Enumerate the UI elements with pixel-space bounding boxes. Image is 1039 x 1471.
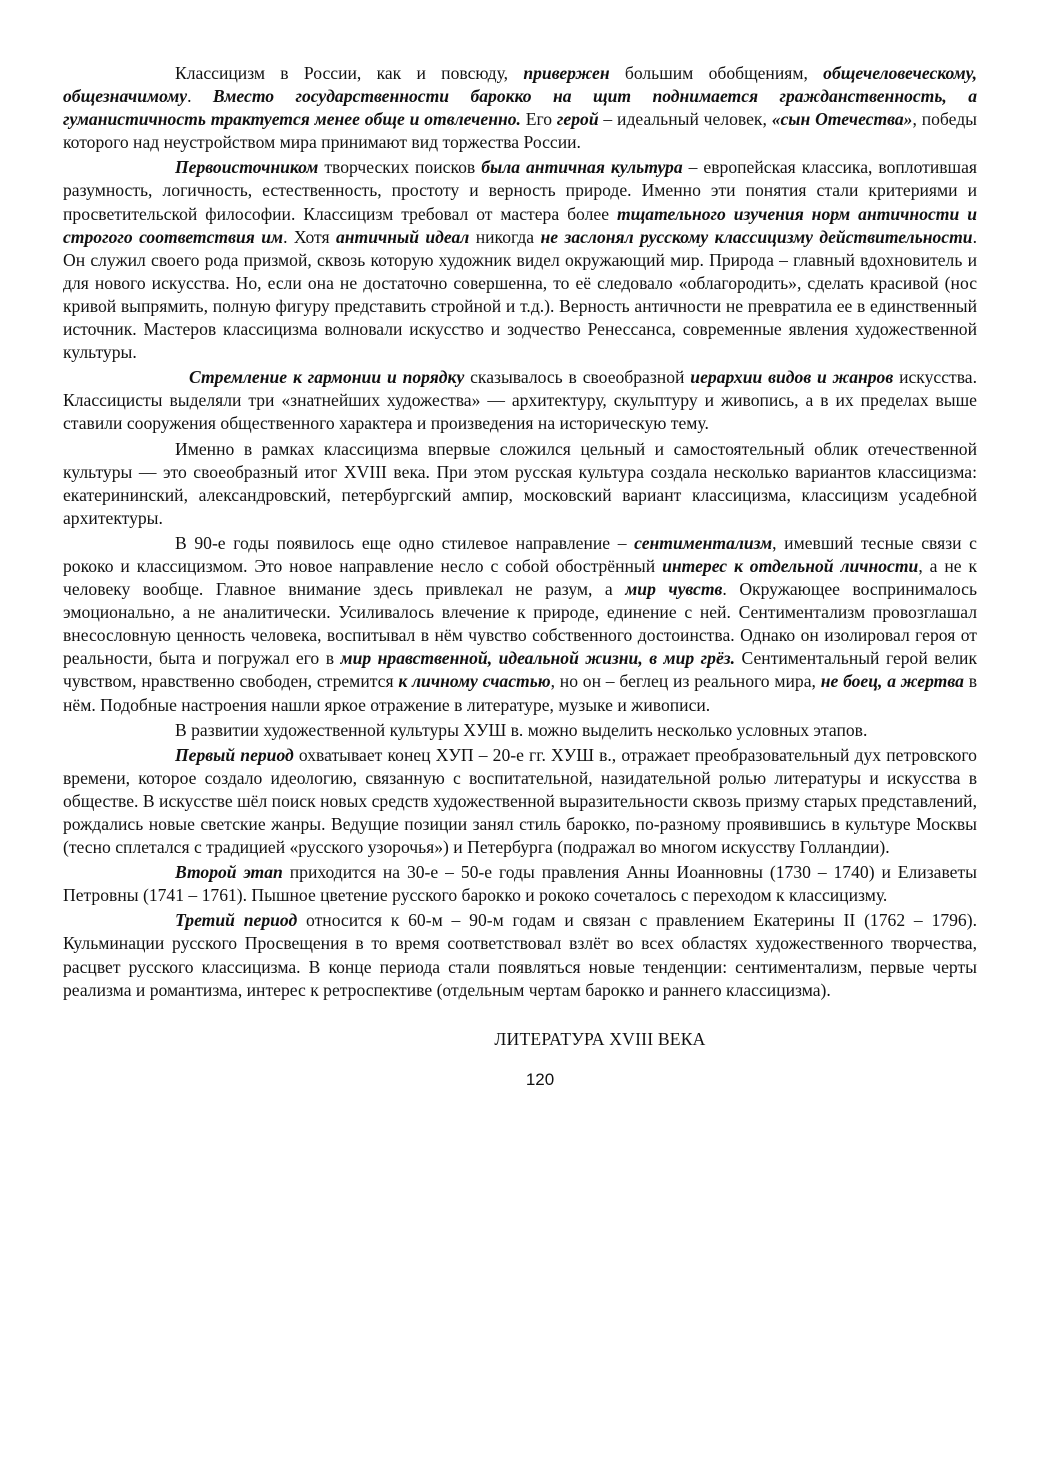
emphasized-text: Второй этап bbox=[175, 862, 283, 883]
emphasized-text: Вместо государственности барокко на щит поднимается гражданственность, а гуманистичность трактуется менее обще и отвлеченно. bbox=[63, 86, 977, 130]
emphasized-text: сентиментализм bbox=[634, 532, 773, 553]
text-run: сказывалось в своеобразной bbox=[464, 367, 691, 388]
text-run: – европейская классика, воплотившая разумность, логичность, естественность, простоту и верность природе. Именно эти понятия стали критериями и просветительской философии. Классицизм требовал от мастера более bbox=[63, 157, 978, 224]
text-run: искусства. Классицисты выделяли три «знатнейших художества» — архитектуру, скульптуру и живопись, а в их пределах выше ставили сооружения общественного характера и произведения на историческую тему. bbox=[63, 367, 977, 434]
text-run: охватывает конец ХУП – 20-е гг. ХУШ в., отражает преобразовательный дух петровского времени, которое создало идеологию, связанную с воспитательной, назидательной ролью литературы и искусства в обществе. В искусстве шёл поиск новых средств художественной выразительности сквозь призму старых представлений, рождались новые светские жанры. Ведущие позиции занял стиль барокко, по-разному проявившись в культуре Москвы (тесно сплетался с традицией «русского узорочья») и Петербурга (подражал во многом искусству Голландии). bbox=[63, 744, 977, 858]
body-text bbox=[63, 62, 977, 1002]
paragraph bbox=[63, 156, 977, 364]
text-run: . bbox=[187, 86, 213, 107]
page-number: 120 bbox=[525, 1069, 555, 1089]
text-run: В 90-е годы появилось еще одно стилевое направление – bbox=[175, 532, 635, 553]
text-run: Именно в рамках классицизма впервые сложился цельный и самостоятельный облик отечественной культуры — это своеобразный итог XVIII века. При этом русская культура создала несколько вариантов классицизма: екатерининский, александровский, петербургский ампир, московский вариант классицизма, классицизм усадебной архитектуры. bbox=[63, 438, 977, 528]
paragraph bbox=[63, 861, 977, 907]
text-run: . Окружающее воспринималось эмоционально, а не аналитически. Усиливалось влечение к природе, единение с ней. Сентиментализм провозглашал внесословную ценность человека, воспитывал в нём чувство собственного достоинства. Однако он изолировал героя от реальности, быта и погружал его в bbox=[63, 579, 977, 669]
emphasized-text: античный идеал bbox=[335, 226, 470, 247]
emphasized-text: «сын Отечества» bbox=[771, 109, 913, 130]
emphasized-text: герой bbox=[556, 109, 599, 130]
emphasized-text: Третий период bbox=[175, 910, 298, 931]
emphasized-text: была античная культура bbox=[481, 157, 683, 178]
text-run: В развитии художественной культуры ХУШ в. можно выделить несколько условных этапов. bbox=[175, 719, 868, 740]
text-run: . Он служил своего рода призмой, сквозь которую художник видел окружающий мир. Природа – главный вдохновитель и для нового искусства. Но, если она не достаточно совершенна, то её следовало «облагородить», сделать красивой (нос кривой выпрямить, полную фигуру представить стройной и т.д.). Верность античности не превратила ее в единственный источник. Мастеров классицизма волновали искусство и зодчество Ренессанса, современные явления художественной культуры. bbox=[63, 226, 977, 363]
text-run: приходится на 30-е – 50-е годы правления Анны Иоанновны (1730 – 1740) и Елизаветы Петровны (1741 – 1761). Пышное цветение русского барокко и рококо сочеталось с переходом к классицизму. bbox=[63, 862, 977, 906]
emphasized-text: Стремление к гармонии и порядку bbox=[189, 367, 465, 388]
text-run: , а не к человеку вообще. Главное внимание здесь привлекал не разум, а bbox=[63, 555, 978, 600]
text-run: Сентиментальный герой велик чувством, нравственно свободен, стремится bbox=[63, 648, 977, 692]
emphasized-text: не боец, а жертва bbox=[820, 671, 964, 692]
text-run: . Хотя bbox=[283, 226, 336, 247]
emphasized-text: интерес к отдельной личности bbox=[662, 555, 919, 576]
text-run: большим обобщениям, bbox=[609, 63, 824, 83]
paragraph bbox=[63, 719, 977, 742]
emphasized-text: общечеловеческому, общезначимому bbox=[63, 63, 978, 107]
text-run: , но он – беглец из реального мира, bbox=[550, 671, 821, 692]
text-run: относится к 60-м – 90-м годам и связан с правлением Екатерины II (1762 – 1796). Кульминации русского Просвещения в то время соответствовал взлёт во всех областях художественного творчества, расцвет русского классицизма. В конце периода стали появляться новые тенденции: сентиментализм, первые черты реализма и романтизма, интерес к ретроспективе (отдельным чертам барокко и раннего классицизма). bbox=[63, 910, 977, 1000]
text-run: Классицизм в России, как и повсюду, bbox=[175, 63, 524, 83]
emphasized-text: мир чувств bbox=[625, 579, 723, 600]
text-run: , имевший тесные связи с рококо и классицизмом. Это новое направление несло с собой обострённый bbox=[63, 532, 977, 576]
emphasized-text: тщательного изучения норм античности и строгого соответствия им bbox=[63, 203, 977, 247]
text-run: , победы которого над неустройством мира принимают вид торжества России. bbox=[63, 109, 977, 153]
emphasized-text: иерархии видов и жанров bbox=[690, 367, 894, 388]
paragraph bbox=[63, 62, 977, 154]
text-run: в нём. Подобные настроения нашли яркое отражение в литературе, музыке и живописи. bbox=[63, 671, 978, 715]
emphasized-text: Первый период bbox=[175, 744, 294, 765]
emphasized-text: к личному счастью bbox=[398, 671, 551, 692]
paragraph bbox=[63, 909, 977, 1001]
text-run: – идеальный человек, bbox=[598, 109, 772, 130]
text-run: творческих поисков bbox=[318, 157, 482, 178]
paragraph bbox=[63, 744, 977, 859]
paragraph bbox=[63, 438, 977, 530]
section-heading: ЛИТЕРАТУРА XVIII ВЕКА bbox=[494, 1028, 706, 1049]
emphasized-text: не заслонял русскому классицизму действительности bbox=[540, 226, 973, 247]
emphasized-text: Первоисточником bbox=[175, 157, 319, 178]
paragraph bbox=[63, 366, 977, 435]
paragraph bbox=[63, 532, 977, 717]
emphasized-text: мир нравственной, идеальной жизни, в мир грёз. bbox=[340, 648, 736, 669]
text-run: Его bbox=[520, 109, 557, 130]
emphasized-text: привержен bbox=[523, 63, 610, 83]
text-run: никогда bbox=[469, 226, 541, 247]
